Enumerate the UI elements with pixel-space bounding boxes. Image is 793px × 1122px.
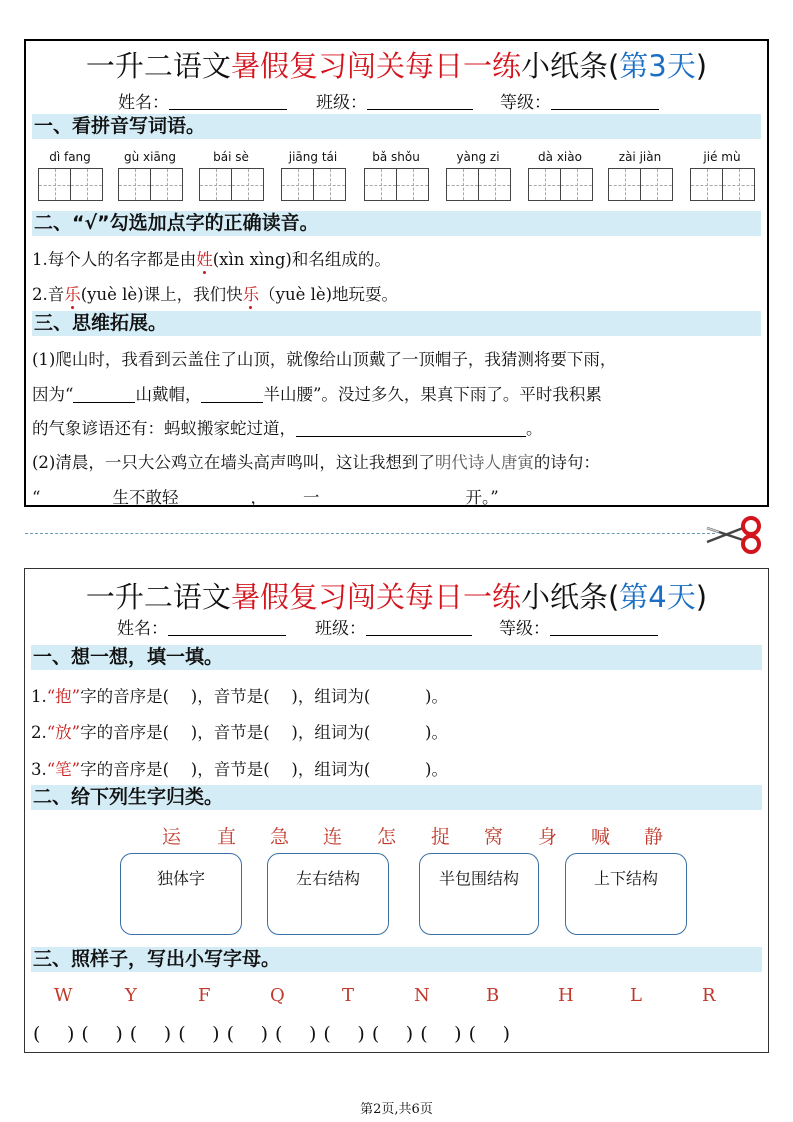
writing-boxes	[199, 168, 263, 201]
writing-box[interactable]	[199, 168, 232, 201]
pinyin-text: dà xiào	[538, 150, 582, 164]
answer-parens-row[interactable]: ( ) ( ) ( ) ( ) ( ) ( ) ( ) ( ) ( ) ( )	[33, 1023, 511, 1045]
answer-blank[interactable]	[178, 491, 250, 506]
writing-boxes	[281, 168, 345, 201]
name-field[interactable]	[169, 94, 287, 110]
pinyin-item	[281, 150, 345, 201]
name-field[interactable]	[168, 620, 286, 636]
char-item: 连	[323, 826, 343, 848]
class-field[interactable]	[367, 94, 473, 110]
letter-item: F	[198, 985, 211, 1006]
writing-box[interactable]	[281, 168, 314, 201]
writing-box[interactable]	[446, 168, 479, 201]
answer-blank[interactable]	[73, 388, 135, 403]
name-label: 姓名：	[117, 619, 168, 639]
writing-box[interactable]	[396, 168, 429, 201]
char-item: 急	[270, 826, 290, 848]
writing-box[interactable]	[478, 168, 511, 201]
day4-section3-header: 三、照样子，写出小写字母。	[31, 947, 762, 972]
writing-box[interactable]	[528, 168, 561, 201]
writing-box[interactable]	[231, 168, 264, 201]
letter-item: N	[414, 985, 430, 1006]
name-label: 姓名：	[118, 93, 169, 113]
writing-box[interactable]	[608, 168, 641, 201]
letter-item: R	[702, 985, 716, 1006]
char-item: 身	[538, 826, 558, 848]
writing-boxes	[118, 168, 182, 201]
letter-item: Q	[270, 985, 285, 1006]
letter-item: Y	[125, 985, 137, 1006]
pinyin-text: bǎ shǒu	[372, 150, 420, 164]
writing-boxes	[608, 168, 672, 201]
char-item: 怎	[377, 826, 397, 848]
pinyin-item	[38, 150, 102, 201]
char-item: 静	[644, 826, 664, 848]
passage-2-line1: (2)清晨，一只大公鸡立在墙头高声鸣叫，这让我想到了明代诗人唐寅的诗句：	[32, 453, 600, 472]
writing-box[interactable]	[38, 168, 71, 201]
writing-box[interactable]	[150, 168, 183, 201]
answer-blank[interactable]	[40, 491, 112, 506]
category-box-zuoyou[interactable]: 左右结构	[267, 853, 389, 935]
writing-box[interactable]	[313, 168, 346, 201]
category-box-duti[interactable]: 独体字	[120, 853, 242, 935]
pinyin-item	[364, 150, 428, 201]
writing-boxes	[364, 168, 428, 201]
cut-line	[25, 533, 715, 534]
pinyin-text: yàng zi	[456, 150, 500, 164]
pinyin-item	[528, 150, 592, 201]
pinyin-item	[199, 150, 263, 201]
writing-boxes	[690, 168, 754, 201]
answer-blank[interactable]	[201, 388, 263, 403]
letter-item: T	[342, 985, 355, 1006]
pinyin-text: gù xiāng	[123, 150, 177, 164]
class-label: 班级：	[316, 93, 367, 113]
fill-question-2: 2.“放”字的音序是( )，音节是( )，组词为( )。	[31, 723, 448, 742]
passage-2-line2: “ 生不敢轻 ， 一 开。”	[32, 488, 499, 507]
passage-1-line3: 的气象谚语还有：蚂蚁搬家蛇过道， 。	[32, 419, 543, 438]
pinyin-text: zài jiàn	[618, 150, 662, 164]
class-field[interactable]	[366, 620, 472, 636]
writing-box[interactable]	[364, 168, 397, 201]
day4-section1-header: 一、想一想，填一填。	[31, 645, 762, 670]
pinyin-item	[446, 150, 510, 201]
passage-1-line1: (1)爬山时，我看到云盖住了山顶，就像给山顶戴了一顶帽子，我猜测将要下雨，	[32, 350, 617, 369]
writing-box[interactable]	[640, 168, 673, 201]
writing-boxes	[528, 168, 592, 201]
grade-label: 等级：	[500, 93, 551, 113]
day4-title: 一升二语文暑假复习闯关每日一练小纸条(第4天)	[85, 580, 708, 614]
writing-box[interactable]	[118, 168, 151, 201]
char-item: 直	[217, 826, 237, 848]
answer-blank[interactable]	[319, 491, 465, 506]
pinyin-item	[118, 150, 182, 201]
page-footer: 第2页,共6页	[360, 1102, 433, 1117]
writing-box[interactable]	[70, 168, 103, 201]
char-item: 窝	[484, 826, 504, 848]
grade-label: 等级：	[499, 619, 550, 639]
writing-boxes	[38, 168, 102, 201]
char-item: 喊	[591, 826, 611, 848]
letter-item: B	[486, 985, 500, 1006]
category-box-shangxia[interactable]: 上下结构	[565, 853, 687, 935]
pinyin-text: jié mù	[703, 150, 741, 164]
grade-field[interactable]	[550, 620, 658, 636]
pinyin-item	[608, 150, 672, 201]
pinyin-item	[690, 150, 754, 201]
answer-blank[interactable]	[296, 422, 526, 437]
writing-box[interactable]	[560, 168, 593, 201]
pinyin-text: jiāng tái	[288, 150, 338, 164]
grade-field[interactable]	[551, 94, 659, 110]
pinyin-text: dì fang	[49, 150, 91, 164]
writing-box[interactable]	[690, 168, 723, 201]
fill-question-3: 3.“笔”字的音序是( )，音节是( )，组词为( )。	[31, 760, 448, 779]
day3-section3-header: 三、思维拓展。	[32, 311, 761, 336]
day4-card	[24, 568, 769, 1053]
day3-section1-header: 一、看拼音写词语。	[32, 114, 761, 139]
char-item: 运	[162, 826, 182, 848]
category-box-banbaowei[interactable]: 半包围结构	[419, 853, 539, 935]
day4-section2-header: 二、给下列生字归类。	[31, 785, 762, 810]
day3-title: 一升二语文暑假复习闯关每日一练小纸条(第3天)	[85, 49, 708, 83]
pinyin-text: bái sè	[213, 150, 249, 164]
day3-card	[24, 39, 769, 507]
question-1: 1.每个人的名字都是由姓(xìn xìng)和名组成的。	[32, 246, 391, 270]
writing-boxes	[446, 168, 510, 201]
writing-box[interactable]	[722, 168, 755, 201]
letter-item: H	[558, 985, 574, 1006]
letter-item: L	[630, 985, 642, 1006]
day3-section2-header: 二、“√”勾选加点字的正确读音。	[32, 211, 761, 236]
fill-question-1: 1.“抱”字的音序是( )，音节是( )，组词为( )。	[31, 687, 448, 706]
letter-item: W	[54, 985, 73, 1006]
scissors-icon	[703, 514, 765, 556]
class-label: 班级：	[315, 619, 366, 639]
char-item: 捉	[431, 826, 451, 848]
passage-1-line2: 因为“ 山戴帽， 半山腰”。没过多久，果真下雨了。平时我积累	[32, 385, 602, 404]
question-2: 2.音乐(yuè lè)课上，我们快乐（yuè lè)地玩耍。	[32, 281, 398, 305]
